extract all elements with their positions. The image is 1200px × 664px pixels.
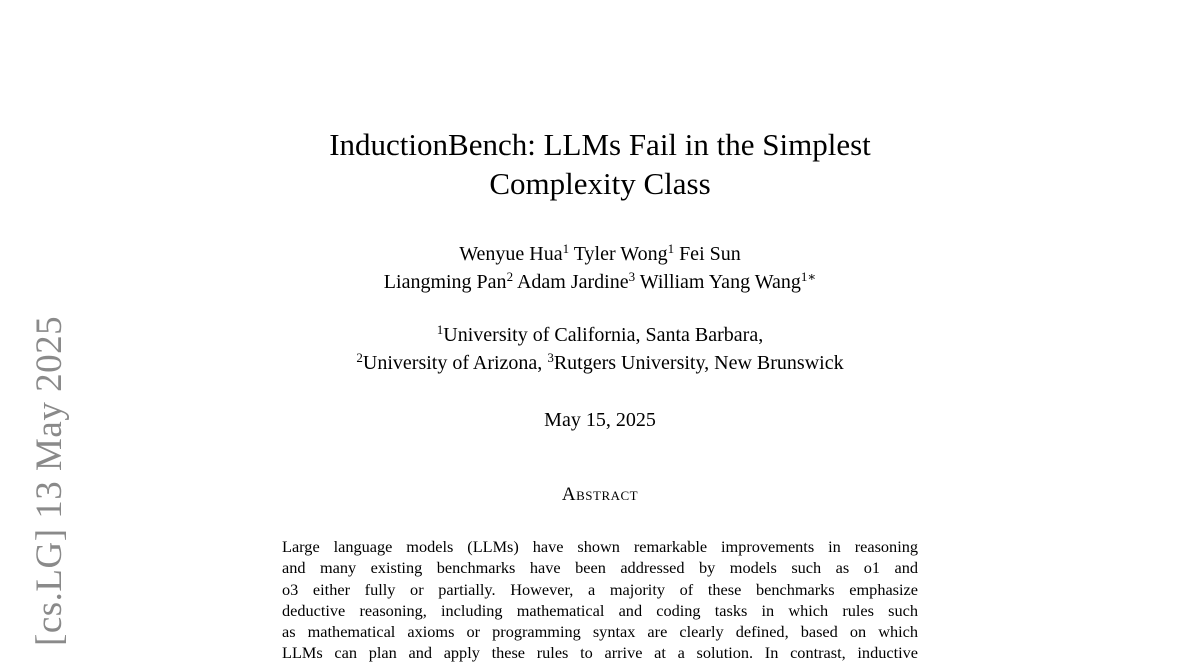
author-line-1 (250, 240, 950, 268)
author-affil-mark: 3 (628, 269, 636, 284)
affiliation-line-1 (250, 321, 950, 349)
affiliation-line-2 (250, 349, 950, 377)
author-name: Fei Sun (679, 243, 741, 265)
abstract-line: as mathematical axioms or programming syntax are clearly defined, based on which (282, 622, 918, 642)
abstract-body (282, 536, 918, 664)
abstract-line: deductive reasoning, including mathematical and coding tasks in which rules such (282, 600, 918, 620)
affiliation-text: University of California, Santa Barbara, (443, 324, 764, 346)
affil-mark: 2 (356, 350, 363, 365)
author-affil-mark: 1∗ (800, 269, 817, 284)
author-name: Adam Jardine (516, 271, 629, 293)
author-affil-mark: 2 (506, 269, 514, 284)
author-line-2 (250, 268, 950, 296)
author-list (250, 240, 950, 296)
affil-mark: 3 (547, 350, 554, 365)
abstract-line: and many existing benchmarks have been addressed by models such as o1 and (282, 558, 918, 578)
abstract-line: LLMs can plan and apply these rules to arrive at a solution. In contrast, inductive (282, 643, 918, 663)
title-line-1: InductionBench: LLMs Fail in the Simplest (329, 127, 871, 162)
abstract-heading: Abstract (561, 484, 639, 505)
author-affil-mark: 1 (667, 241, 675, 256)
abstract-line: Large language models (LLMs) have shown remarkable improvements in reasoning (282, 537, 918, 556)
affiliations (250, 321, 950, 377)
abstract-line: o3 either fully or partially. However, a majority of these benchmarks emphasize (282, 579, 918, 599)
author-name: William Yang Wang (639, 271, 801, 293)
title-line-2: Complexity Class (489, 166, 711, 201)
affiliation-text: Rutgers University, New Brunswick (553, 352, 844, 374)
affiliation-text: University of Arizona, (362, 352, 548, 374)
affil-mark: 1 (436, 322, 444, 337)
author-name: Tyler Wong (573, 243, 668, 265)
paper-date: May 15, 2025 (544, 409, 656, 431)
arxiv-stamp: [cs.LG] 13 May 2025 (29, 315, 70, 646)
paper-title (250, 125, 950, 203)
author-name: Wenyue Hua (459, 243, 563, 265)
author-name: Liangming Pan (383, 271, 507, 293)
author-affil-mark: 1 (562, 241, 570, 256)
